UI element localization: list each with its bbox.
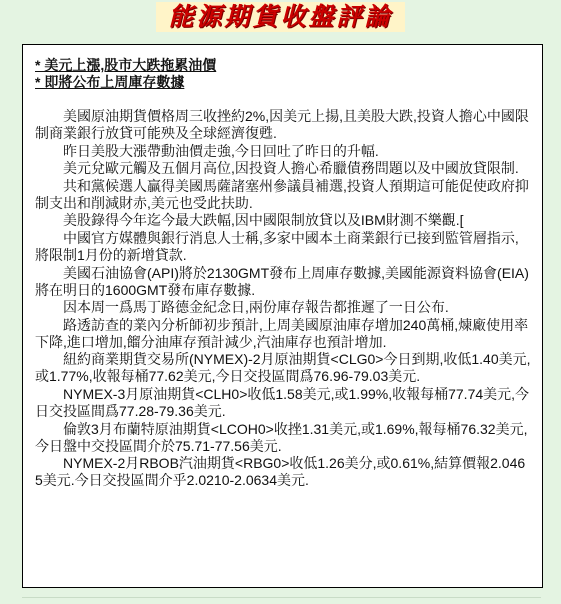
paragraph-13: NYMEX-2月RBOB汽油期貨<RBG0>收低1.26美分,或0.61%,結算價報2.0465美元.今日交投區間介乎2.0210-2.0634美元.	[35, 455, 526, 489]
paragraph-11: NYMEX-3月原油期貨<CLH0>收低1.58美元,或1.99%,收報每桶77.74美元,今日交投區間爲77.28-79.36美元.	[35, 385, 530, 419]
title-bar	[0, 0, 561, 36]
paragraph-10: 紐約商業期貨交易所(NYMEX)-2月原油期貨<CLG0>今日到期,收低1.40美元,或1.77%,收報每桶77.62美元,今日交投區間爲76.96-79.03美元.	[35, 351, 531, 385]
paragraph-12: 倫敦3月布蘭特原油期貨<LCOH0>收挫1.31美元,或1.69%,報每桶76.32美元,今日盤中交投區間介於75.71-77.56美元.	[35, 420, 528, 454]
paragraph-4: 共和黨候選人贏得美國馬薩諸塞州參議員補選,投資人預期這可能促使政府抑制支出和削減財赤,美元也受此扶助.	[35, 177, 529, 211]
paragraph-5: 美股錄得今年迄今最大跌幅,因中國限制放貸以及IBM財測不樂觀.[	[63, 212, 464, 229]
paragraph-7: 美國石油協會(API)將於2130GMT發布上周庫存數據,美國能源資料協會(EIA)將在明日的1600GMT發布庫存數據.	[35, 264, 529, 298]
headline-2: * 即將公布上周庫存數據	[35, 74, 185, 90]
paragraph-2: 昨日美股大漲帶動油價走強,今日回吐了昨日的升幅.	[63, 142, 379, 159]
article-box	[22, 44, 543, 588]
paragraph-3: 美元兌歐元觸及五個月高位,因投資人擔心希臘債務問題以及中國放貸限制.	[63, 160, 519, 177]
bottom-divider	[22, 597, 541, 598]
headline-1: * 美元上漲,股市大跌拖累油價	[35, 57, 217, 73]
spacer	[35, 91, 532, 108]
paragraph-8: 因本周一爲馬丁路德金紀念日,兩份庫存報告都推遲了一日公布.	[63, 299, 449, 316]
paragraph-6: 中國官方媒體與銀行消息人士稱,多家中國本土商業銀行已接到監管層指示,將限制1月份的新增貸款.	[35, 229, 519, 263]
paragraph-9: 路透訪查的業內分析師初步預計,上周美國原油庫存增加240萬桶,煉廠使用率下降,進口增加,餾分油庫存預計減少,汽油庫存也預計增加.	[35, 316, 529, 350]
page-title: 能源期貨收盤評論	[156, 2, 404, 32]
paragraph-1: 美國原油期貨價格周三收挫約2%,因美元上揚,且美股大跌,投資人擔心中國限制商業銀行放貸可能殃及全球經濟復甦.	[35, 108, 529, 141]
